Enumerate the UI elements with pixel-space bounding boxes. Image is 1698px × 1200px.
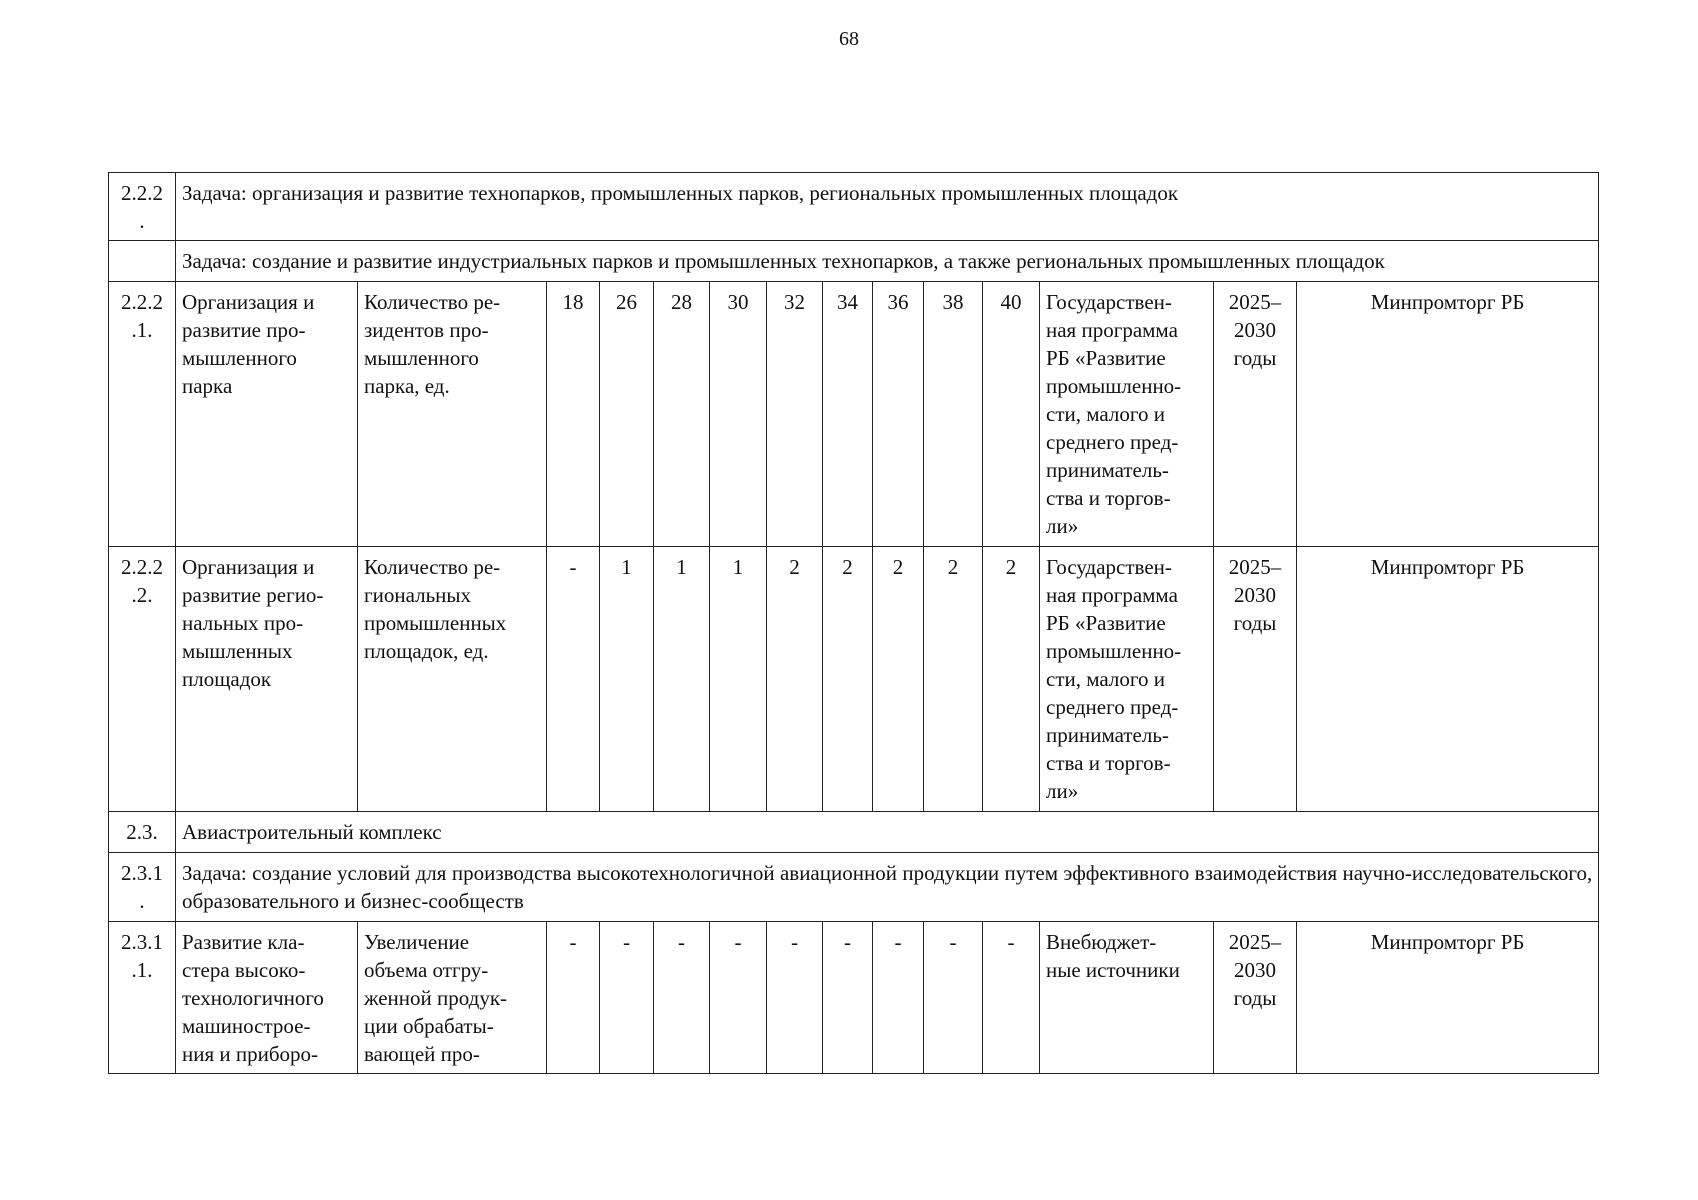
indicator-value: - <box>547 547 600 812</box>
funding-source: Государствен- ная программа РБ «Развитие промышленно- сти, малого и среднего пред- приниматель- ства и торгов- ли» <box>1040 282 1214 547</box>
indicator-value: 2 <box>823 547 873 812</box>
indicator-value: 30 <box>710 282 767 547</box>
indicator-value: - <box>710 922 767 1074</box>
measure-name: Развитие кла- стера высоко- технологичного машинострое- ния и приборо- <box>176 922 358 1074</box>
indicator-value: 28 <box>654 282 710 547</box>
row-number <box>109 241 176 282</box>
indicator-name: Увеличение объема отгру- женной продук- ции обрабаты- вающей про- <box>358 922 547 1074</box>
row-number: 2.3. <box>109 812 176 853</box>
indicator-value: - <box>600 922 654 1074</box>
indicator-value: - <box>873 922 924 1074</box>
indicator-value: - <box>767 922 823 1074</box>
indicator-name: Количество ре- гиональных промышленных площадок, ед. <box>358 547 547 812</box>
indicator-value: - <box>924 922 983 1074</box>
indicator-value: 1 <box>600 547 654 812</box>
indicator-value: 1 <box>654 547 710 812</box>
indicator-value: - <box>983 922 1040 1074</box>
indicator-value: - <box>654 922 710 1074</box>
indicator-value: - <box>823 922 873 1074</box>
indicator-value: 26 <box>600 282 654 547</box>
measure-name: Организация и развитие про- мышленного парка <box>176 282 358 547</box>
indicator-value: 2 <box>924 547 983 812</box>
indicator-value: 36 <box>873 282 924 547</box>
indicator-name: Количество ре- зидентов про- мышленного парка, ед. <box>358 282 547 547</box>
row-number: 2.2.2 .1. <box>109 282 176 547</box>
indicator-value: 38 <box>924 282 983 547</box>
task-text: Задача: создание условий для производства высокотехнологичной авиационной продукции путем эффективного взаимодействия научно-исследовательского, образовательного и бизнес-сообществ <box>176 853 1599 922</box>
task-text: Задача: организация и развитие технопарков, промышленных парков, региональных промышленных площадок <box>176 173 1599 241</box>
period: 2025– 2030 годы <box>1214 282 1297 547</box>
indicator-value: 40 <box>983 282 1040 547</box>
indicator-value: 2 <box>983 547 1040 812</box>
responsible: Минпромторг РБ <box>1297 547 1599 812</box>
task-row <box>109 853 1599 922</box>
period: 2025– 2030 годы <box>1214 547 1297 812</box>
indicator-value: 32 <box>767 282 823 547</box>
period: 2025– 2030 годы <box>1214 922 1297 1074</box>
indicator-value: 18 <box>547 282 600 547</box>
indicator-value: 34 <box>823 282 873 547</box>
indicators-table <box>108 172 1599 1074</box>
table-row <box>109 547 1599 812</box>
row-number: 2.3.1 . <box>109 853 176 922</box>
section-row <box>109 812 1599 853</box>
indicator-value: 2 <box>767 547 823 812</box>
table-row <box>109 282 1599 547</box>
measure-name: Организация и развитие регио- нальных про- мышленных площадок <box>176 547 358 812</box>
funding-source: Государствен- ная программа РБ «Развитие промышленно- сти, малого и среднего пред- приниматель- ства и торгов- ли» <box>1040 547 1214 812</box>
task-row <box>109 173 1599 241</box>
responsible: Минпромторг РБ <box>1297 282 1599 547</box>
task-row <box>109 241 1599 282</box>
indicator-value: 2 <box>873 547 924 812</box>
table-row <box>109 922 1599 1074</box>
funding-source: Внебюджет- ные источники <box>1040 922 1214 1074</box>
indicator-value: - <box>547 922 600 1074</box>
row-number: 2.2.2 . <box>109 173 176 241</box>
responsible: Минпромторг РБ <box>1297 922 1599 1074</box>
row-number: 2.3.1 .1. <box>109 922 176 1074</box>
section-title: Авиастроительный комплекс <box>176 812 1599 853</box>
page-number: 68 <box>839 28 859 50</box>
indicator-value: 1 <box>710 547 767 812</box>
task-text: Задача: создание и развитие индустриальных парков и промышленных технопарков, а также региональных промышленных площадок <box>176 241 1599 282</box>
row-number: 2.2.2 .2. <box>109 547 176 812</box>
